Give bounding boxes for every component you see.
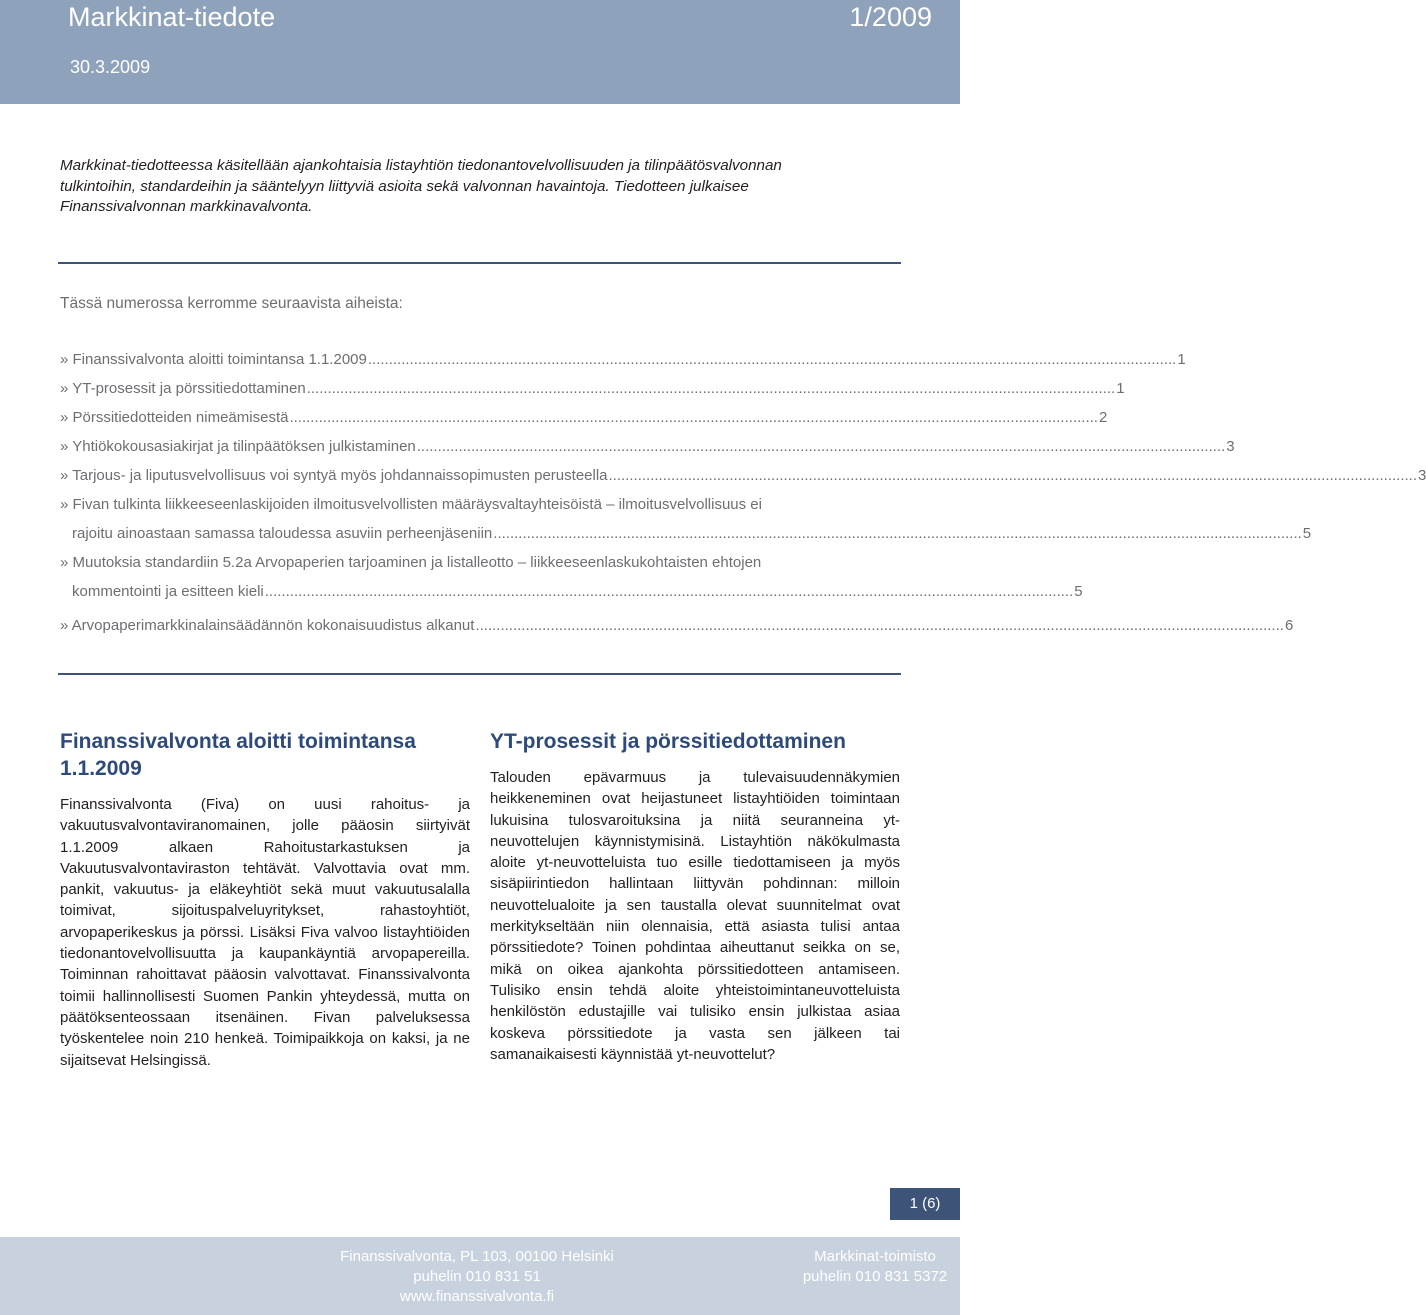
toc-page-number: 5 [1302,525,1312,542]
toc-item-text: » Yhtiökokousasiakirjat ja tilinpäätöksen julkistaminen [60,438,416,455]
issue-number: 1/2009 [849,2,932,32]
toc-page-number: 2 [1098,409,1108,426]
toc-page-number: 3 [1226,438,1235,455]
article-body: Talouden epävarmuus ja tulevaisuudennäkymien heikkeneminen ovat heijastuneet listayhtiöiden toimintaan lukuisina tulosvaroituksina ja niitä seuranneina yt-neuvottelujen käynnistymisinä. Listayhtiön näkökulmasta aloite yt-neuvotteluista tuo esille tiedottamiseen ja myös sisäpiirintiedon hallintaan liittyvän pohdinnan: milloin neuvottelualoite ja sen taustalla olevat suunnitelmat ovat merkitykseltään niin olennaisia, että asiasta tulisi antaa pörssitiedote? Toinen pohdintaa aiheuttanut seikka on se, mikä on oikea ajankohta pörssitiedotteen antamiseen. Tulisiko ensin tehdä aloite yhteistoimintaneuvotteluista henkilöstön edustajille vai tulisiko ensin julkistaa asiaa koskeva pörssitiedote ja vasta sen jälkeen tai samanaikaisesti käynnistää yt-neuvottelut? [490,769,900,1063]
toc-page-number: 3 [1418,467,1426,484]
toc-item[interactable]: » Finanssivalvonta aloitti toimintansa 1.1.2009 .................................................................................................................................................................................................. 1 [60,345,872,374]
toc-item-text: rajoitu ainoastaan samassa taloudessa asuviin perheenjäseniin [72,525,493,542]
footer-contact [322,1247,632,1307]
toc-item[interactable]: » Pörssitiedotteiden nimeämisestä .................................................................................................................................................................................................. 2 [60,403,872,432]
toc-item-text: » Tarjous- ja liputusvelvollisuus voi syntyä myös johdannaissopimusten perusteella [60,467,608,484]
toc-item-text: » Arvopaperimarkkinalainsäädännön kokonaisuudistus alkanut [60,617,475,634]
toc-item-text: » YT-prosessit ja pörssitiedottaminen [60,380,306,397]
toc-heading: Tässä numerossa kerromme seuraavista aiheista: [60,295,403,312]
toc-item-text: » Fivan tulkinta liikkeeseenlaskijoiden ilmoitusvelvollisten määräysvaltayhteisöistä – ilmoitusvelvollisuus ei [60,496,762,513]
article-left [60,728,470,1071]
article-body: Finanssivalvonta (Fiva) on uusi rahoitus- ja vakuutusvalvontaviranomainen, jolle pääosin siirtyivät 1.1.2009 alkaen Rahoitustarkastuksen ja Vakuutusvalvontaviraston tehtävät. Valvottavia ovat mm. pankit, vakuutus- ja eläkeyhtiöt sekä muut vakuutusalalla toimivat, sijoituspalveluyritykset, rahastoyhtiöt, arvopaperikeskus ja pörssi. Lisäksi Fiva valvoo listayhtiöiden tiedonantovelvollisuutta ja kaupankäyntiä arvopapereilla. Toiminnan rahoittavat pääosin valvottavat. Finanssivalvonta toimii hallinnollisesti Suomen Pankin yhteydessä, mutta on päätöksenteossaan itsenäinen. Fivan palveluksessa työskentelee noin 210 henkeä. Toimipaikkoja on kaksi, ja ne sijaitsevat Helsingissä. [60,796,470,1069]
toc-page-number: 5 [1074,583,1083,600]
divider-bottom [58,673,901,675]
toc-item-text: » Muutoksia standardiin 5.2a Arvopaperien tarjoaminen ja listalleotto – liikkeeseenlaskukohtaisten ehtojen [60,554,762,571]
page-number-badge: 1 (6) [890,1188,960,1220]
footer-address: Finanssivalvonta, PL 103, 00100 Helsinki [340,1248,614,1265]
footer-office-phone: puhelin 010 831 5372 [802,1268,948,1285]
article-title: YT-prosessit ja pörssitiedottaminen [490,730,846,753]
toc-page-number: 1 [1116,380,1125,397]
footer-phone: puhelin 010 831 51 [413,1268,541,1285]
footer-office-name: Markkinat-toimisto [814,1248,936,1265]
intro-text: Markkinat-tiedotteessa käsitellään ajankohtaisia listayhtiön tiedonantovelvollisuuden ja tilinpäätösvalvonnan tulkintoihin, standardeihin ja sääntelyyn liittyviä asioita sekä valvonnan havaintoja. Tiedotteen julkaisee Finanssivalvonnan markkinavalvonta. [60,157,782,215]
toc-item[interactable]: » Yhtiökokousasiakirjat ja tilinpäätöksen julkistaminen .................................................................................................................................................................................................. 3 [60,432,872,461]
divider-top [58,262,901,264]
toc-item[interactable]: » Muutoksia standardiin 5.2a Arvopaperien tarjoaminen ja listalleotto – liikkeeseenlaskukohtaisten ehtojen kommentointi ja esitteen kieli .................................................................................................................................................................................................. 5 [60,548,872,606]
toc-item-text: kommentointi ja esitteen kieli [72,583,264,600]
footer-office [790,1247,960,1287]
footer [0,1237,960,1315]
toc-item[interactable]: » YT-prosessit ja pörssitiedottaminen .................................................................................................................................................................................................. 1 [60,374,872,403]
article-right [490,728,900,1065]
toc-item-text: » Finanssivalvonta aloitti toimintansa 1.1.2009 [60,351,367,368]
toc-item[interactable]: » Arvopaperimarkkinalainsäädännön kokonaisuudistus alkanut .................................................................................................................................................................................................. 6 [60,611,872,640]
toc-page-number: 6 [1284,617,1294,634]
article-title: Finanssivalvonta aloitti toimintansa 1.1.2009 [60,730,416,780]
toc-item[interactable]: » Fivan tulkinta liikkeeseenlaskijoiden ilmoitusvelvollisten määräysvaltayhteisöistä – ilmoitusvelvollisuus ei rajoitu ainoastaan samassa taloudessa asuviin perheenjäseniin .................................................................................................................................................................................................. 5 [60,490,872,548]
toc-page-number: 1 [1177,351,1186,368]
issue-date: 30.3.2009 [70,57,151,77]
footer-website-link[interactable]: www.finanssivalvonta.fi [399,1288,555,1305]
toc-item-text: » Pörssitiedotteiden nimeämisestä [60,409,289,426]
newsletter-title: Markkinat-tiedote [68,2,276,32]
header-band [0,0,960,104]
toc-item[interactable]: » Tarjous- ja liputusvelvollisuus voi syntyä myös johdannaissopimusten perusteella .................................................................................................................................................................................................. 3 [60,461,872,490]
